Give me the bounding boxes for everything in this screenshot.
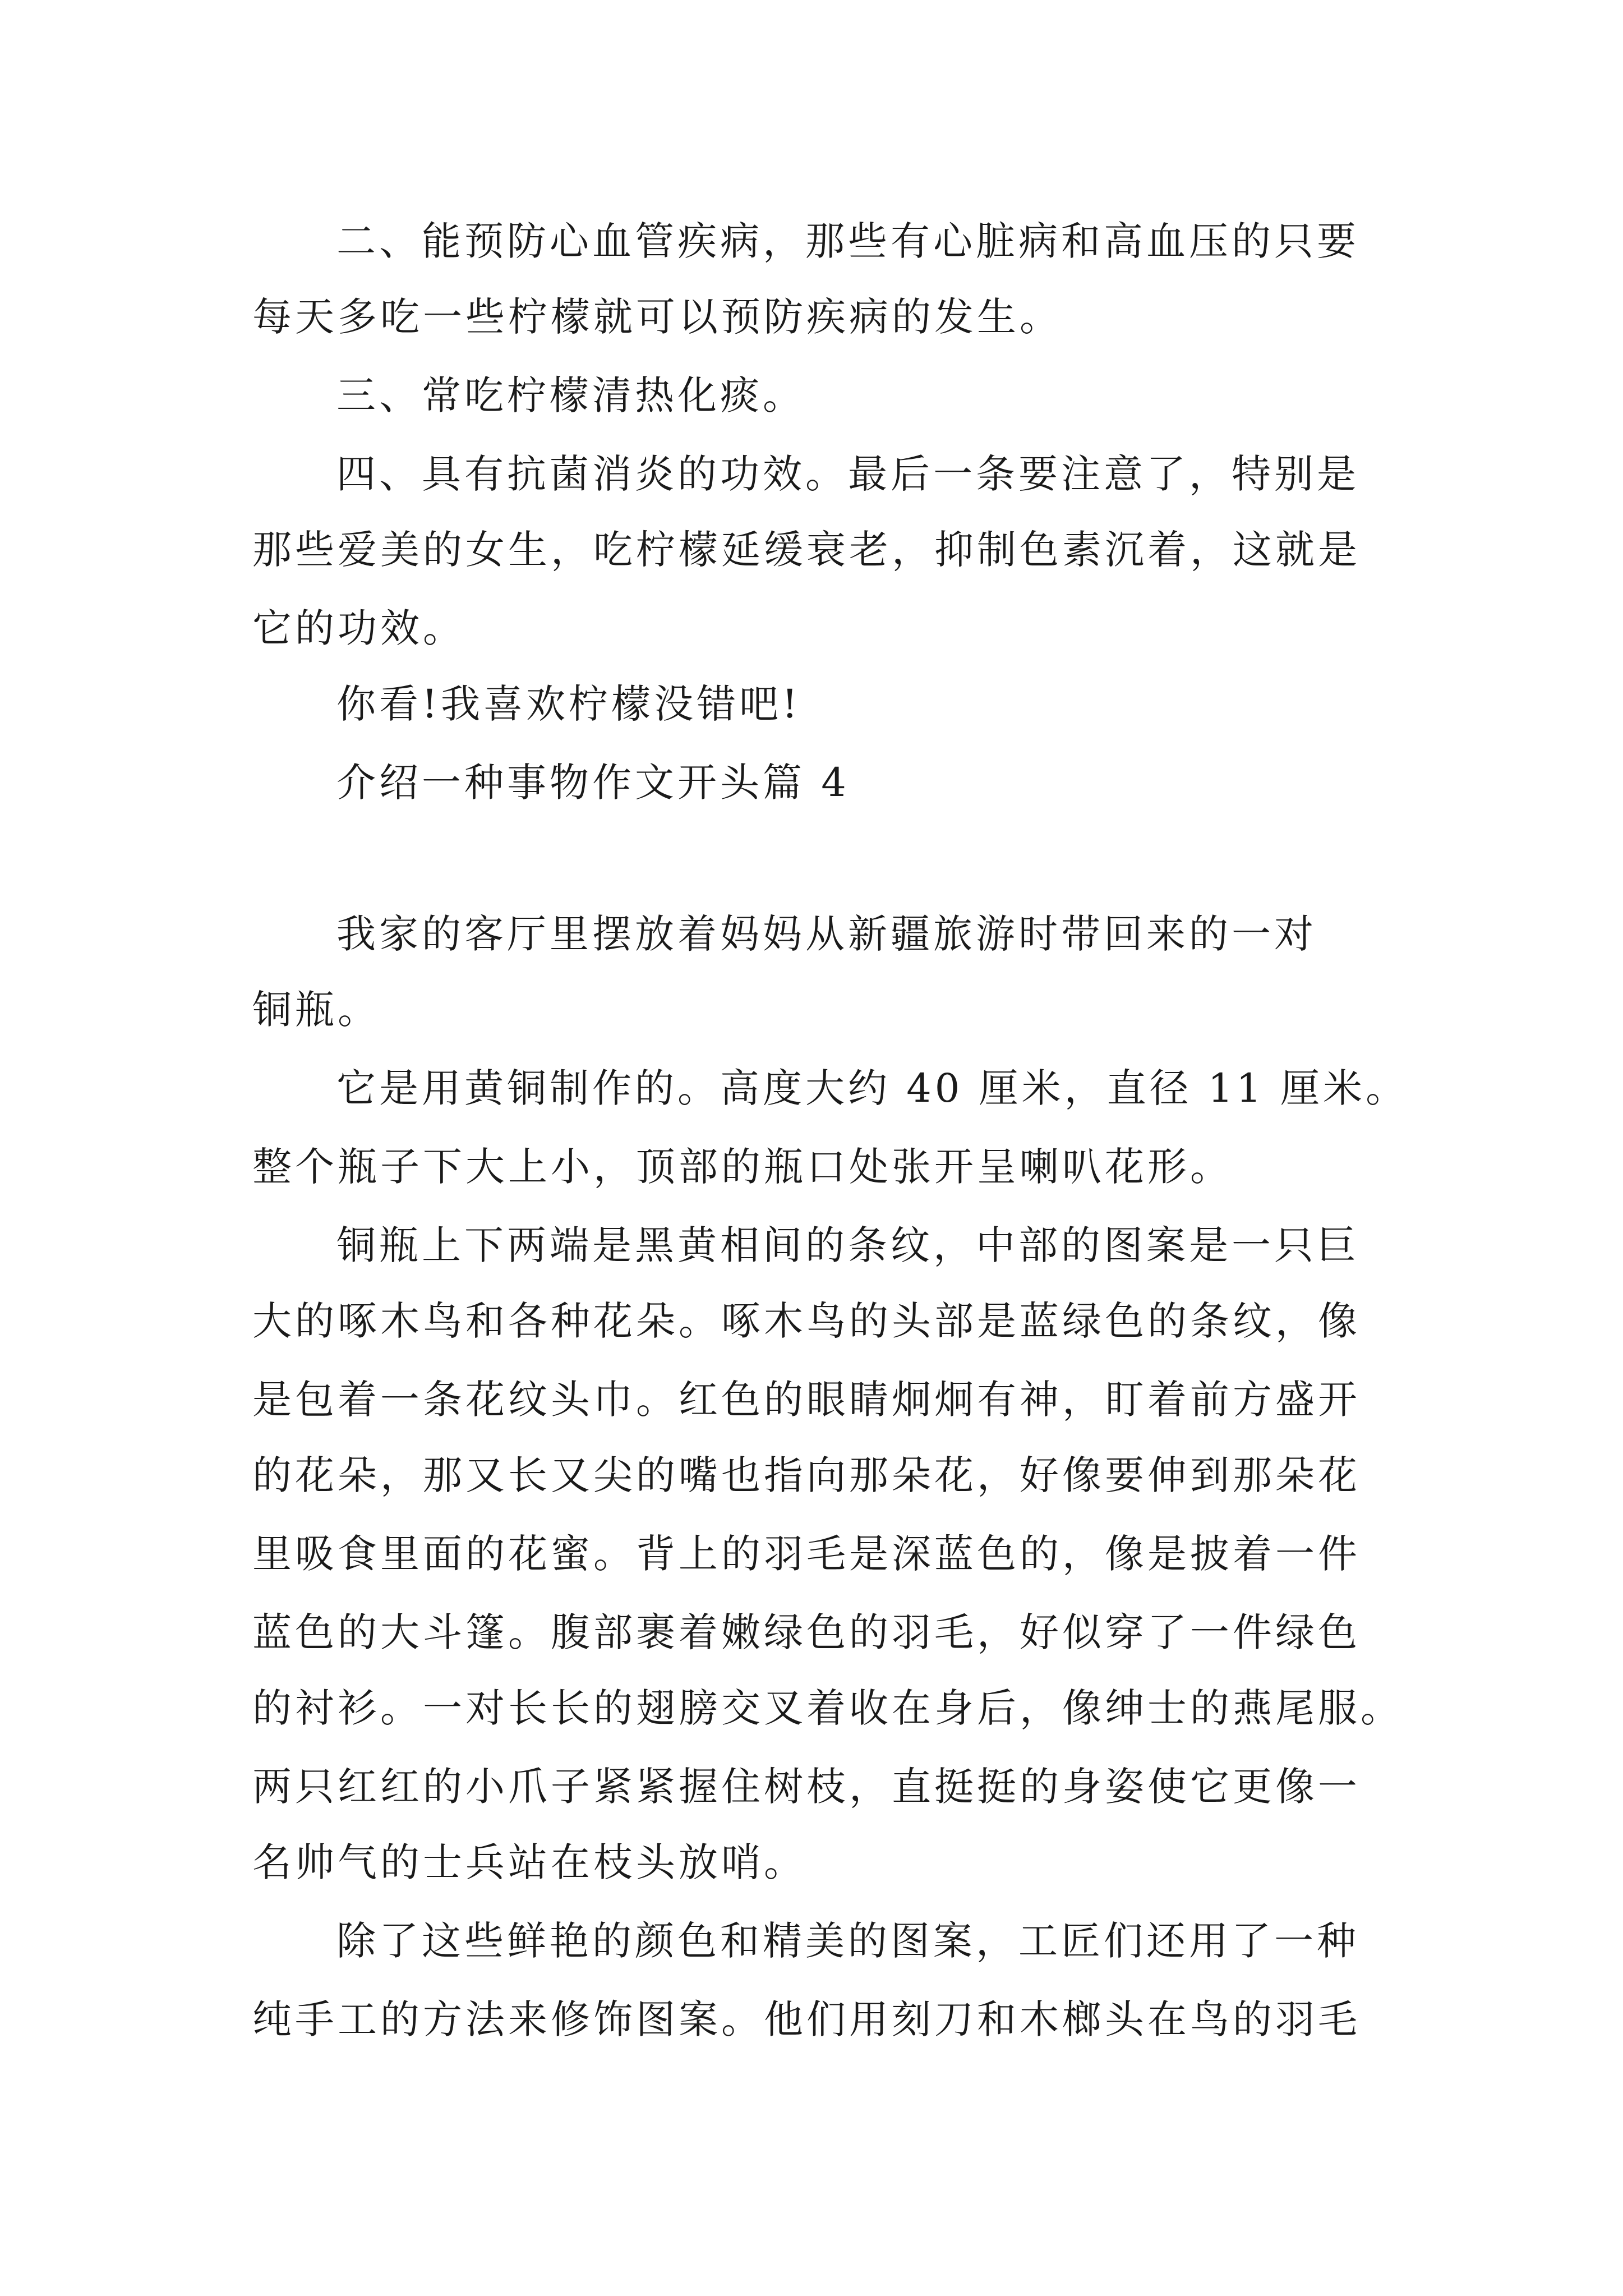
- paragraph-line: 除了这些鲜艳的颜色和精美的图案，工匠们还用了一种: [336, 1918, 1359, 1964]
- paragraph-line: 是包着一条花纹头巾。红色的眼睛炯炯有神，盯着前方盛开: [252, 1377, 1361, 1423]
- paragraph-line: 两只红红的小爪子紧紧握住树枝，直挺挺的身姿使它更像一: [252, 1764, 1361, 1810]
- paragraph-line: 里吸食里面的花蜜。背上的羽毛是深蓝色的，像是披着一件: [252, 1531, 1361, 1577]
- paragraph-line: 纯手工的方法来修饰图案。他们用刻刀和木榔头在鸟的羽毛: [252, 1996, 1361, 2042]
- paragraph-line: 它是用黄铜制作的。高度大约 40 厘米，直径 11 厘米。: [336, 1065, 1409, 1111]
- paragraph-line: 它的功效。: [252, 605, 465, 651]
- paragraph-line: 整个瓶子下大上小，顶部的瓶口处张开呈喇叭花形。: [252, 1144, 1233, 1190]
- paragraph-line: 我家的客厅里摆放着妈妈从新疆旅游时带回来的一对: [336, 911, 1317, 957]
- paragraph-line: 名帅气的士兵站在枝头放哨。: [252, 1839, 806, 1885]
- paragraph-line: 大的啄木鸟和各种花朵。啄木鸟的头部是蓝绿色的条纹，像: [252, 1298, 1361, 1344]
- paragraph-line: 你看!我喜欢柠檬没错吧!: [336, 681, 801, 727]
- section-heading: 介绍一种事物作文开头篇 4: [336, 760, 850, 806]
- paragraph-line: 的花朵，那又长又尖的嘴也指向那朵花，好像要伸到那朵花: [252, 1452, 1361, 1498]
- paragraph-line: 铜瓶。: [252, 987, 380, 1033]
- paragraph-line: 二、能预防心血管疾病，那些有心脏病和高血压的只要: [336, 218, 1359, 264]
- paragraph-line: 蓝色的大斗篷。腹部裹着嫩绿色的羽毛，好似穿了一件绿色: [252, 1609, 1361, 1655]
- paragraph-line: 的衬衫。一对长长的翅膀交叉着收在身后，像绅士的燕尾服。: [252, 1685, 1403, 1731]
- paragraph-line: 三、常吃柠檬清热化痰。: [336, 372, 805, 418]
- paragraph-line: 四、具有抗菌消炎的功效。最后一条要注意了，特别是: [336, 451, 1359, 497]
- paragraph-line: 每天多吃一些柠檬就可以预防疾病的发生。: [252, 294, 1062, 340]
- paragraph-line: 铜瓶上下两端是黑黄相间的条纹，中部的图案是一只巨: [336, 1222, 1359, 1268]
- paragraph-line: 那些爱美的女生，吃柠檬延缓衰老，抑制色素沉着，这就是: [252, 527, 1361, 573]
